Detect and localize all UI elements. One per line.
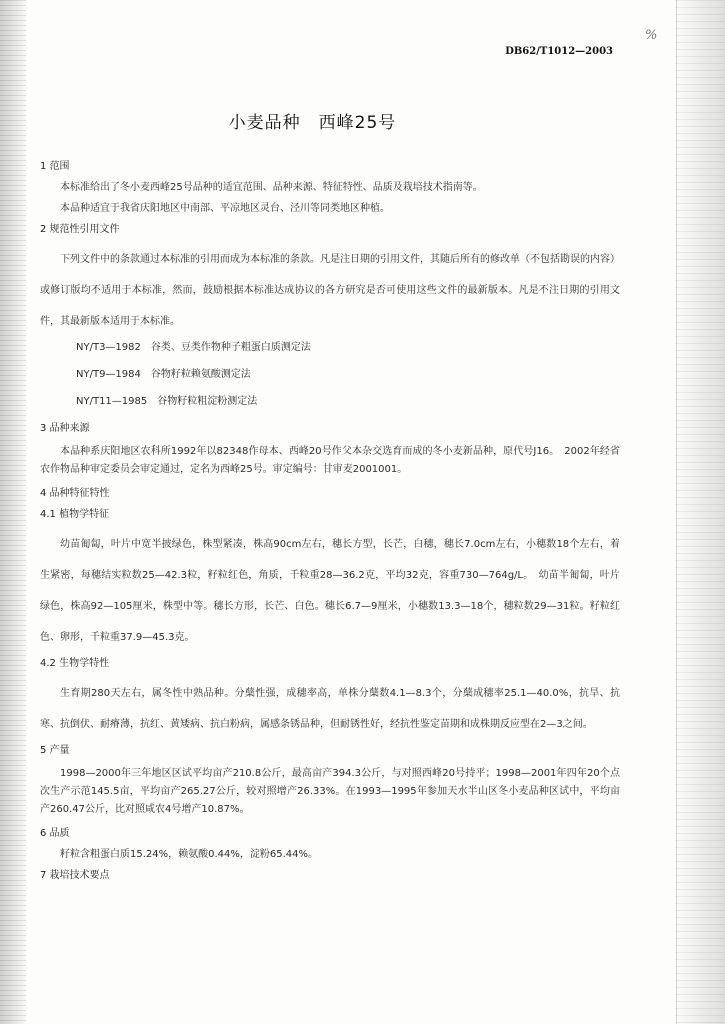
- document-body: [40, 160, 620, 890]
- reference-item: NY/T11—1985 谷物籽粒粗淀粉测定法: [76, 396, 258, 407]
- document-title: 小麦品种 西峰25号: [228, 113, 397, 133]
- standard-number: DB62/T1012—2003: [505, 46, 613, 57]
- handwritten-mark: %: [645, 28, 658, 43]
- reference-item: NY/T3—1982 谷类、豆类作物种子粗蛋白质测定法: [76, 342, 311, 353]
- section-4-1-heading: 4.1 植物学特征: [40, 509, 110, 520]
- section-1-paragraph-2: 本品种适宜于我省庆阳地区中南部、平凉地区灵台、泾川等同类地区种植。: [60, 203, 390, 214]
- section-7-heading: 7 栽培技术要点: [40, 870, 110, 881]
- section-4-2-heading: 4.2 生物学特性: [40, 658, 110, 669]
- section-5-paragraph: 1998—2000年三年地区区试平均亩产210.8公斤，最高亩产394.3公斤，与对照西峰20号持平；1998—2001年四年20个点次生产示范145.5亩，平均亩产265.27公斤，较对照增产26.33%。在1993—1995年参加天水半山区冬小麦品种区试中，平均亩产260.47公斤，比对照咸农4号增产10.87%。: [40, 768, 620, 815]
- reference-item: NY/T9—1984 谷物籽粒赖氨酸测定法: [76, 369, 251, 380]
- scan-edge-right: [675, 0, 725, 1024]
- section-4-2-paragraph: 生育期280天左右，属冬性中熟品种。分蘖性强，成穗率高，单株分蘖数4.1—8.3个，分蘖成穗率25.1—40.0%，抗旱、抗寒、抗倒伏、耐瘠薄，抗红、黄矮病、抗白粉病，属感条锈品种，但耐锈性好，经抗性鉴定苗期和成株期反应型在2—3之间。: [40, 688, 620, 730]
- section-1-paragraph-1: 本标准给出了冬小麦西峰25号品种的适宜范围、品种来源、特征特性、品质及栽培技术指南等。: [60, 182, 483, 193]
- section-3-paragraph: 本品种系庆阳地区农科所1992年以82348作母本、西峰20号作父本杂交选育而成的冬小麦新品种，原代号J16。 2002年经省农作物品种审定委员会审定通过，定名为西峰25号。审定编号：甘审麦2001001。: [40, 446, 620, 475]
- section-4-heading: 4 品种特征特性: [40, 488, 110, 499]
- section-2-paragraph: 下列文件中的条款通过本标准的引用而成为本标准的条款。凡是注日期的引用文件，其随后所有的修改单（不包括勘误的内容）或修订版均不适用于本标准，然而，鼓励根据本标准达成协议的各方研究是否可使用这些文件的最新版本。凡是不注日期的引用文件，其最新版本适用于本标准。: [40, 254, 620, 327]
- section-6-paragraph: 籽粒含粗蛋白质15.24%，赖氨酸0.44%，淀粉65.44%。: [60, 849, 319, 860]
- section-4-1-paragraph: 幼苗匍匐，叶片中宽半披绿色，株型紧凑，株高90cm左右，穗长方型，长芒，白穗，穗长7.0cm左右，小穗数18个左右，着生紧密，每穗结实粒数25—42.3粒，籽粒红色，角质，千粒重28—36.2克，平均32克，容重730—764g/L。 幼苗半匍匐，叶片绿色，株高92—105厘米，株型中等。穗长方形，长芒、白色。穗长6.7—9厘米，小穗数13.3—18个，穗粒数29—31粒。籽粒红色、卵形，千粒重37.9—45.3克。: [40, 539, 620, 643]
- section-5-heading: 5 产量: [40, 745, 70, 756]
- section-2-heading: 2 规范性引用文件: [40, 224, 120, 235]
- scan-edge-left: [0, 0, 26, 1024]
- section-1-heading: 1 范围: [40, 161, 70, 172]
- section-3-heading: 3 品种来源: [40, 423, 90, 434]
- section-6-heading: 6 品质: [40, 828, 70, 839]
